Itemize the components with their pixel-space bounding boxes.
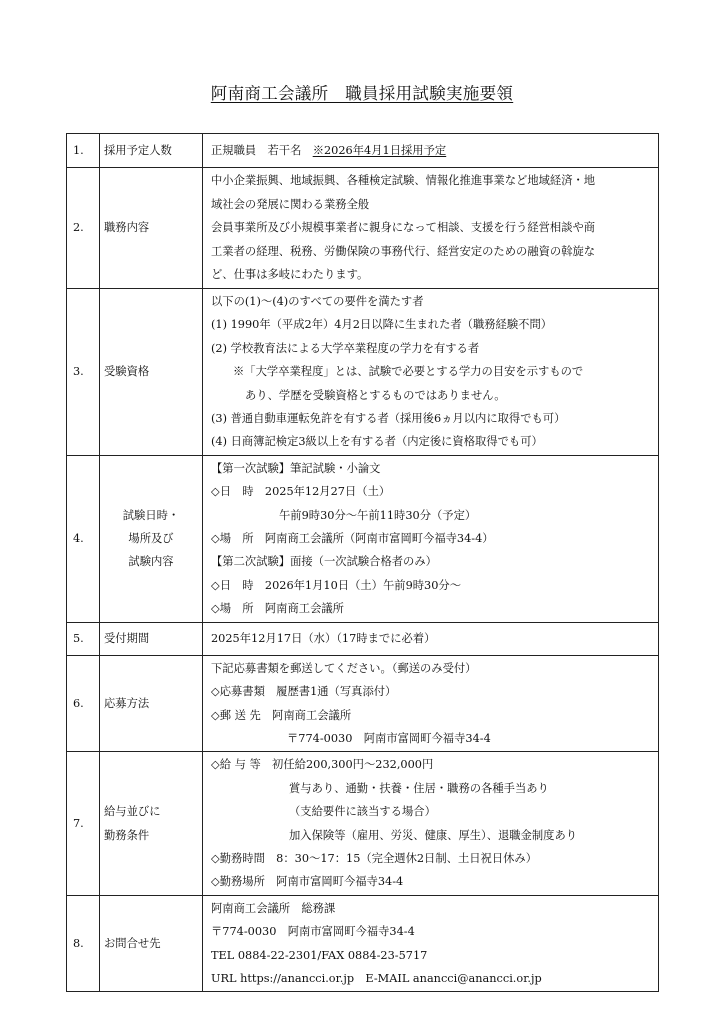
text-line: 2025年12月17日（水）（17時までに必着）	[211, 631, 436, 645]
table-row	[67, 455, 659, 622]
text-line: ◇応募書類 履歴書1通（写真添付）	[211, 685, 397, 699]
row-content	[203, 655, 659, 752]
row-content	[203, 168, 659, 289]
label-line: 場所及び	[128, 532, 174, 546]
row-label: お問合せ先	[100, 895, 203, 992]
text-line: 【第一次試験】筆記試験・小論文	[211, 461, 381, 475]
row-content	[203, 895, 659, 992]
row-content	[203, 752, 659, 895]
row-content	[203, 455, 659, 622]
row-number: 5.	[67, 622, 100, 655]
row-label: 職務内容	[100, 168, 203, 289]
text-line: 加入保険等（雇用、労災、健康、厚生）、退職金制度あり	[289, 828, 578, 842]
text-line: 下記応募書類を郵送してください。（郵送のみ受付）	[211, 661, 477, 675]
text-line: 工業者の経理、税務、労働保険の事務代行、経営安定のための融資の斡旋な	[211, 244, 596, 258]
row-content	[203, 622, 659, 655]
label-line: 給与並びに	[104, 805, 161, 819]
text-line: URL https://anancci.or.jp E-MAIL anancci@anancci.or.jp	[211, 971, 542, 985]
table-row	[67, 168, 659, 289]
text-line: 会員事業所及び小規模事業者に親身になって相談、支援を行う経営相談や商	[211, 221, 596, 235]
row-label: 受付期間	[100, 622, 203, 655]
text-line: ◇勤務場所 阿南市富岡町今福寺34-4	[211, 875, 404, 889]
row-content	[203, 134, 659, 168]
text-line: 阿南商工会議所 総務課	[211, 901, 336, 915]
table-row	[67, 895, 659, 992]
text-line: ◇日 時 2025年12月27日（土）	[211, 485, 391, 499]
text-line: ◇郵 送 先 阿南商工会議所	[211, 708, 352, 722]
recruitment-table	[66, 133, 659, 992]
table-row	[67, 134, 659, 168]
text-line: (4) 日商簿記検定3級以上を有する者（内定後に資格取得でも可）	[211, 435, 543, 449]
row-content	[203, 289, 659, 456]
text-line: (1) 1990年（平成2年）4月2日以降に生まれた者（職務経験不問）	[211, 318, 553, 332]
text-line: 午前9時30分～午前11時30分（予定）	[279, 508, 477, 522]
label-line: 勤務条件	[104, 828, 150, 842]
text-line: 【第二次試験】面接（一次試験合格者のみ）	[211, 555, 437, 569]
row-number: 6.	[67, 655, 100, 752]
text-line: (2) 学校教育法による大学卒業程度の学力を有する者	[211, 341, 480, 355]
text-line: ◇勤務時間 8：30～17：15（完全週休2日制、土日祝日休み）	[211, 851, 538, 865]
text-line: 域社会の発展に関わる業務全般	[211, 197, 370, 211]
text-line: （支給要件に該当する場合）	[289, 805, 436, 819]
text-line: 中小企業振興、地域振興、各種検定試験、情報化推進事業など地域経済・地	[211, 174, 596, 188]
row-label: 受験資格	[100, 289, 203, 456]
row-label: 採用予定人数	[100, 134, 203, 168]
text-line-underlined: ※2026年4月1日採用予定	[312, 143, 447, 157]
row-label	[100, 752, 203, 895]
text-line: あり、学歴を受験資格とするものではありません。	[245, 388, 506, 402]
page-title: 阿南商工会議所 職員採用試験実施要領	[210, 84, 514, 103]
text-line: 〒774-0030 阿南市富岡町今福寺34-4	[211, 925, 415, 939]
label-line: 試験内容	[128, 555, 174, 569]
row-number: 4.	[67, 455, 100, 622]
text-line: TEL 0884-22-2301/FAX 0884-23-5717	[211, 948, 428, 962]
table-row	[67, 655, 659, 752]
text-line: 以下の(1)～(4)のすべての要件を満たす者	[211, 295, 424, 308]
row-number: 3.	[67, 289, 100, 456]
row-number: 7.	[67, 752, 100, 895]
text-line: 正規職員 若干名	[211, 143, 313, 157]
label-line: 試験日時・	[122, 508, 180, 522]
text-line: (3) 普通自動車運転免許を有する者（採用後6ヵ月以内に取得でも可）	[211, 412, 566, 426]
text-line: ※「大学卒業程度」とは、試験で必要とする学力の目安を示すもので	[233, 365, 584, 379]
text-line: ◇日 時 2026年1月10日（土）午前9時30分～	[211, 578, 462, 592]
row-number: 8.	[67, 895, 100, 992]
text-line: 賞与あり、通勤・扶養・住居・職務の各種手当あり	[289, 781, 549, 795]
text-line: ◇場 所 阿南商工会議所（阿南市富岡町今福寺34-4）	[211, 532, 494, 546]
row-label	[100, 455, 203, 622]
table-row	[67, 622, 659, 655]
row-label: 応募方法	[100, 655, 203, 752]
table-row	[67, 289, 659, 456]
text-line: 〒774-0030 阿南市富岡町今福寺34-4	[287, 731, 491, 745]
row-number: 2.	[67, 168, 100, 289]
table-row	[67, 752, 659, 895]
text-line: ◇給 与 等 初任給200,300円～232,000円	[211, 758, 434, 772]
row-number: 1.	[67, 134, 100, 168]
text-line: ◇場 所 阿南商工会議所	[211, 602, 344, 616]
text-line: ど、仕事は多岐にわたります。	[211, 268, 369, 282]
